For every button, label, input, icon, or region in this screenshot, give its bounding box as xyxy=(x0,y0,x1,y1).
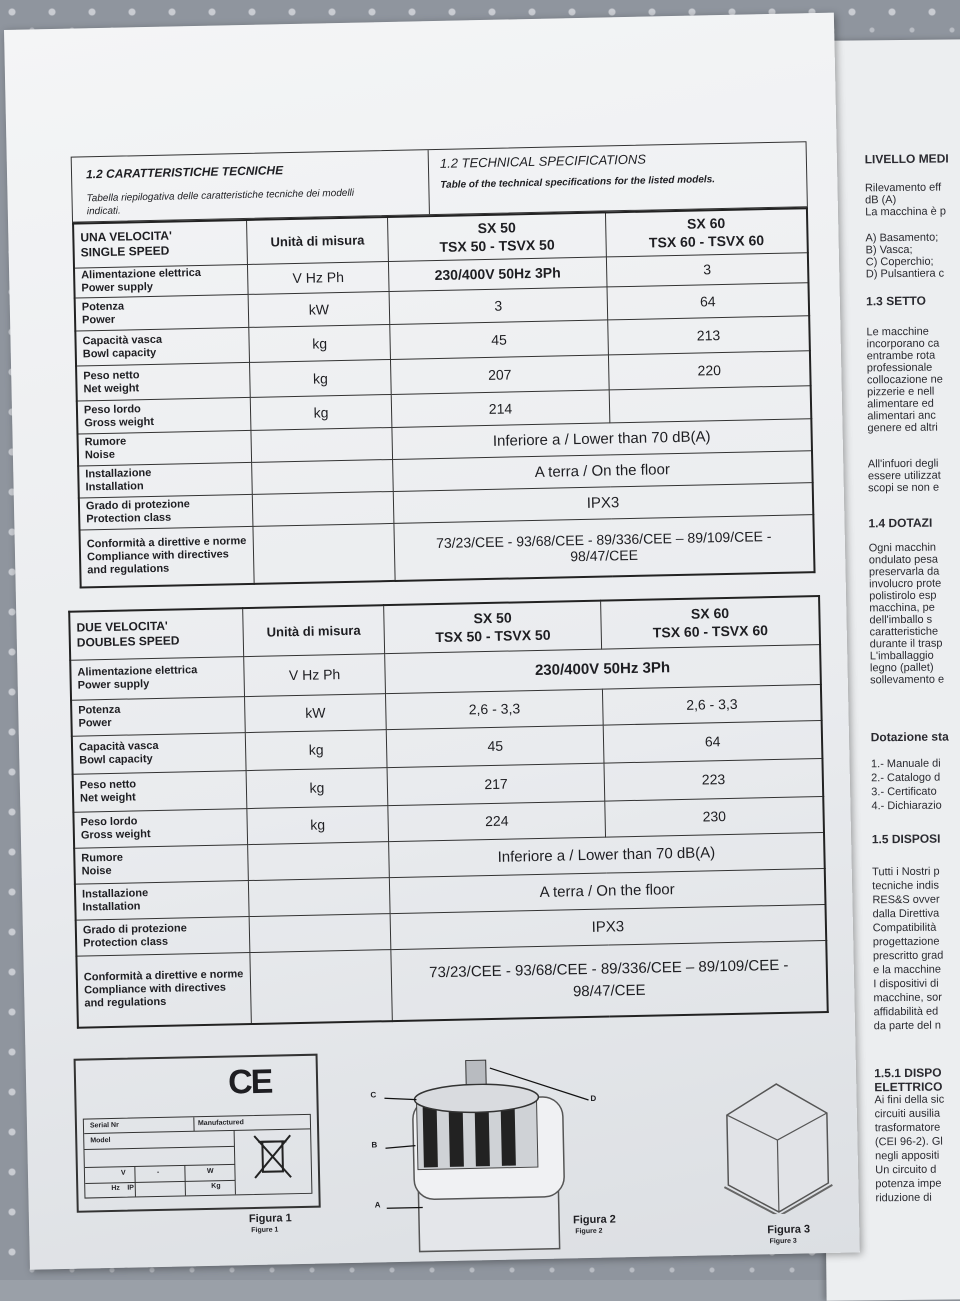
right-page-text-line: 3.- Certificato xyxy=(871,786,937,799)
right-page-text-line: tecniche indis xyxy=(872,880,939,893)
value-cell: 213 xyxy=(608,315,810,354)
label-it: Peso lordo xyxy=(80,813,240,829)
compliance-line: 98/47/CEE xyxy=(401,543,807,567)
right-page-text-line: macchine, sor xyxy=(873,992,942,1005)
double-speed-table xyxy=(68,595,829,1029)
rating-plate xyxy=(83,1114,313,1199)
ce-mark: CE xyxy=(228,1063,272,1103)
model-name: SX 50 xyxy=(390,607,595,629)
row-label xyxy=(79,526,254,588)
right-page-text-line: LIVELLO MEDI xyxy=(865,151,949,166)
header-divider xyxy=(428,150,430,214)
label-en: Installation xyxy=(85,478,245,494)
label-en: Noise xyxy=(85,446,245,462)
unit-cell: kW xyxy=(245,693,387,732)
unit-cell: kg xyxy=(250,394,392,430)
label-en: Net weight xyxy=(83,380,243,396)
section-title-en: 1.2 TECHNICAL SPECIFICATIONS xyxy=(440,152,646,171)
supply-value-cell: 230/400V 50Hz 3Ph xyxy=(388,256,606,291)
label-it: Peso lordo xyxy=(84,401,244,417)
label-c: C xyxy=(370,1090,376,1099)
right-page-text-line: progettazione xyxy=(873,936,940,949)
empty-unit-cell xyxy=(248,877,390,916)
row-label xyxy=(77,397,251,434)
right-page-text-line: L'imballaggio xyxy=(870,650,934,663)
right-page-text-line: involucro prote xyxy=(869,578,941,591)
row-label xyxy=(76,952,251,1028)
label-it: Grado di protezione xyxy=(86,497,246,513)
label-line: Conformità a direttive e norme xyxy=(87,535,247,551)
plate-serial: Serial Nr xyxy=(90,1122,119,1130)
row-label xyxy=(79,494,253,530)
value-cell: 3 xyxy=(389,286,608,324)
value-cell: 3 xyxy=(606,252,808,286)
right-page-text-line: alimentari anc xyxy=(867,410,936,423)
supply-value-cell: 230/400V 50Hz 3Ph xyxy=(385,644,821,693)
value-cell: 230 xyxy=(605,796,824,837)
label-en: Net weight xyxy=(80,789,240,805)
compliance-value-cell xyxy=(394,514,815,581)
right-page-text-line: 1.5.1 DISPO xyxy=(874,1066,942,1081)
right-page-text-line: C) Coperchio; xyxy=(866,256,934,269)
model-header-sx60 xyxy=(605,208,807,256)
label-line: and regulations xyxy=(87,561,247,577)
right-page-text-line: incorporano ca xyxy=(867,338,940,351)
right-page-text-line: caratteristiche xyxy=(870,626,939,639)
row-label xyxy=(73,770,247,812)
value-cell: 2,6 - 3,3 xyxy=(385,689,603,730)
right-page-text-line: pizzerie e nell xyxy=(867,386,934,399)
right-page-text-line: scopi se non e xyxy=(868,482,939,495)
label-b: B xyxy=(371,1140,377,1149)
model-name: SX 60 xyxy=(612,213,800,235)
label-it: Grado di protezione xyxy=(83,921,243,937)
right-page-text-line: potenza impe xyxy=(875,1178,941,1191)
right-page-text-line: prescritto grad xyxy=(873,950,943,963)
row-label xyxy=(74,844,248,884)
row-label xyxy=(77,430,251,466)
right-page-text-line: All'infuori degli xyxy=(868,458,939,471)
figure1-rating-plate xyxy=(74,1054,321,1213)
compliance-line: 73/23/CEE - 93/68/CEE - 89/336/CEE – 89/109/CEE - xyxy=(401,527,807,551)
label-line: Conformità a direttive e norme xyxy=(84,968,244,984)
unit-cell: kg xyxy=(246,767,388,808)
right-page-text-line: riduzione di xyxy=(875,1192,931,1205)
plate-dash: - xyxy=(157,1169,159,1176)
right-page-text-line: entrambe rota xyxy=(867,350,936,363)
right-page-text-line: trasformatore xyxy=(875,1122,941,1135)
value-cell: 214 xyxy=(391,389,610,427)
row-label xyxy=(75,327,249,366)
speed-header-en: DOUBLES SPEED xyxy=(77,633,237,651)
figure3-caption: Figura 3 xyxy=(767,1223,810,1236)
label-it: Potenza xyxy=(82,298,242,314)
figure3-caption-en: Figure 3 xyxy=(769,1238,796,1246)
speed-header xyxy=(69,608,243,660)
label-en: Power xyxy=(82,311,242,327)
right-page-text-line: A) Basamento; xyxy=(865,232,938,245)
label-it: Rumore xyxy=(81,849,241,865)
plate-manufactured: Manufactured xyxy=(198,1119,244,1127)
right-page-text-line: Rilevamento eff xyxy=(865,182,941,195)
label-en: Power supply xyxy=(81,279,241,295)
section-title-it: 1.2 CARATTERISTICHE TECNICHE xyxy=(86,163,283,181)
right-page-text-line: 1.5 DISPOSI xyxy=(872,832,941,847)
label-it: Alimentazione elettrica xyxy=(77,663,237,679)
right-page-text-line: Tutti i Nostri p xyxy=(872,866,940,879)
install-value-cell: A terra / On the floor xyxy=(393,450,813,491)
row-label xyxy=(74,264,248,298)
figure2-caption-en: Figure 2 xyxy=(575,1228,602,1236)
label-it: Rumore xyxy=(85,433,245,449)
label-d: D xyxy=(590,1094,596,1103)
single-speed-table xyxy=(72,207,816,588)
noise-value-cell: Inferiore a / Lower than 70 dB(A) xyxy=(389,832,825,877)
label-it: Capacità vasca xyxy=(82,332,242,348)
summary-en: Table of the technical specifications for the listed models. xyxy=(440,174,715,191)
value-cell: 64 xyxy=(603,720,822,763)
unit-cell: kg xyxy=(250,359,392,397)
figure3-package-drawing xyxy=(716,1073,839,1215)
weee-bin-icon xyxy=(252,1133,293,1180)
right-page-text-line: genere ed altri xyxy=(867,422,937,435)
model-name: SX 60 xyxy=(608,602,813,624)
right-page-text-line: dell'imballo s xyxy=(869,614,932,627)
right-page-text-line: professionale xyxy=(867,362,933,375)
row-label xyxy=(78,462,252,498)
value-cell: 207 xyxy=(390,354,609,394)
model-header-sx50 xyxy=(388,212,607,261)
right-page-text-line: polistirolo esp xyxy=(869,590,936,603)
row-label xyxy=(75,294,249,331)
plate-model: Model xyxy=(90,1137,110,1144)
empty-unit-cell xyxy=(249,913,391,952)
value-cell xyxy=(609,385,811,422)
compliance-line: 73/23/CEE - 93/68/CEE - 89/336/CEE – 89/109/CEE - xyxy=(398,954,820,985)
table-row xyxy=(76,940,827,1028)
label-line: Compliance with directives xyxy=(87,548,247,564)
plate-ip: IP xyxy=(127,1185,134,1192)
model-header-sx50 xyxy=(384,601,602,654)
plate-w: W xyxy=(207,1168,214,1175)
value-cell: 224 xyxy=(388,801,606,842)
figure1-caption: Figura 1 xyxy=(249,1212,292,1225)
row-label xyxy=(70,656,244,700)
unit-cell: kg xyxy=(247,805,389,844)
right-page-text-line: ELETTRICO xyxy=(874,1080,942,1095)
label-en: Bowl capacity xyxy=(79,751,239,767)
model-name: SX 50 xyxy=(394,217,599,239)
right-page-text-line: macchina, pe xyxy=(869,602,935,615)
model-variants: TSX 60 - TSVX 60 xyxy=(612,231,800,253)
right-page-text-line: essere utilizzat xyxy=(868,470,941,483)
label-line: Compliance with directives xyxy=(84,981,244,997)
right-page-text-line: dB (A) xyxy=(865,194,896,206)
label-en: Protection class xyxy=(86,510,246,526)
right-page-text-line: legno (pallet) xyxy=(870,662,934,675)
row-label xyxy=(71,696,245,736)
speed-header-it: DUE VELOCITA' xyxy=(76,618,236,636)
value-cell: 45 xyxy=(386,725,604,768)
speed-header xyxy=(73,220,247,268)
empty-unit-cell xyxy=(248,841,390,880)
figure2-caption: Figura 2 xyxy=(573,1213,616,1226)
plate-hz: Hz xyxy=(111,1185,120,1192)
right-page-text-line: Le macchine xyxy=(866,326,928,339)
label-en: Protection class xyxy=(83,934,243,950)
label-it: Potenza xyxy=(78,701,238,717)
plate-v: V xyxy=(121,1170,126,1177)
value-cell: 220 xyxy=(608,350,810,389)
label-en: Power xyxy=(78,714,238,730)
unit-cell: V Hz Ph xyxy=(247,261,389,294)
row-label xyxy=(76,916,250,956)
value-cell: 45 xyxy=(390,319,609,359)
row-label xyxy=(72,732,246,774)
right-page-text-line: durante il trasp xyxy=(870,638,943,651)
unit-cell: V Hz Ph xyxy=(244,653,386,696)
right-page-text-line: (CEI 96-2). Gl xyxy=(875,1136,943,1149)
unit-cell: kg xyxy=(245,729,387,770)
model-variants: TSX 60 - TSVX 60 xyxy=(608,620,813,642)
empty-unit-cell xyxy=(253,523,395,584)
label-it: Installazione xyxy=(85,465,245,481)
label-it: Installazione xyxy=(82,885,242,901)
label-line: and regulations xyxy=(84,994,244,1010)
right-page-text-line: B) Vasca; xyxy=(866,244,913,256)
label-en: Noise xyxy=(82,862,242,878)
value-cell: 217 xyxy=(387,763,605,806)
unit-header: Unità di misura xyxy=(243,605,385,656)
right-page-text-line: La macchina è p xyxy=(865,205,946,218)
right-page-text-line: D) Pulsantiera c xyxy=(866,268,944,281)
right-page-text-line: Dotazione sta xyxy=(871,729,949,744)
label-en: Gross weight xyxy=(81,826,241,842)
right-page-text-line: I dispositivi di xyxy=(873,978,939,991)
right-page-text-line: preservarla da xyxy=(869,566,939,579)
label-en: Bowl capacity xyxy=(83,345,243,361)
right-page-text-line: 1.3 SETTO xyxy=(866,294,926,309)
empty-unit-cell xyxy=(252,491,394,526)
noise-value-cell: Inferiore a / Lower than 70 dB(A) xyxy=(392,418,812,459)
summary-it-line2: indicati. xyxy=(87,206,121,218)
right-page-text-line: 2.- Catalogo d xyxy=(871,772,940,785)
figure1-caption-en: Figure 1 xyxy=(251,1227,278,1235)
right-page-text-line: alimentare ed xyxy=(867,398,934,411)
label-it: Capacità vasca xyxy=(79,738,239,754)
row-label xyxy=(76,362,250,401)
speed-header-en: SINGLE SPEED xyxy=(81,242,241,260)
empty-unit-cell xyxy=(251,427,393,462)
model-variants: TSX 50 - TSVX 50 xyxy=(394,235,599,257)
right-page-text-line: 4.- Dichiarazio xyxy=(871,800,941,813)
compliance-line: 98/47/CEE xyxy=(398,976,820,1007)
model-header-sx60 xyxy=(601,596,820,649)
right-page-text-line: RES&S ovver xyxy=(872,894,939,907)
value-cell: 64 xyxy=(607,282,809,319)
right-page-text-line: e la macchine xyxy=(873,964,941,977)
plate-kg: Kg xyxy=(211,1183,220,1190)
label-a: A xyxy=(375,1200,381,1209)
label-it: Peso netto xyxy=(80,776,240,792)
right-page-text-line: circuiti ausilia xyxy=(875,1108,941,1121)
summary-it-line1: Tabella riepilogativa delle caratteristiche tecniche dei modelli xyxy=(86,188,354,205)
label-en: Installation xyxy=(82,898,242,914)
right-page-text-line: collocazione ne xyxy=(867,374,943,387)
spec-page xyxy=(4,13,860,1270)
right-page-text-line: Un circuito d xyxy=(875,1164,936,1177)
right-page-text-line: Compatibilità xyxy=(873,922,937,935)
empty-unit-cell xyxy=(250,949,392,1024)
install-value-cell: A terra / On the floor xyxy=(389,868,825,913)
model-variants: TSX 50 - TSVX 50 xyxy=(391,625,596,647)
row-label xyxy=(73,808,247,848)
right-page-text-line: Ogni macchin xyxy=(869,542,936,555)
compliance-value-cell xyxy=(391,940,828,1021)
unit-cell: kg xyxy=(249,324,391,362)
right-page-text-line: 1.- Manuale di xyxy=(871,758,941,771)
unit-header: Unità di misura xyxy=(247,217,389,264)
row-label xyxy=(75,880,249,920)
right-page-text-line: negli appositi xyxy=(875,1150,939,1163)
right-page-text-line: affidabilità ed xyxy=(874,1006,939,1019)
right-page-text-line: da parte del n xyxy=(874,1020,941,1033)
label-en: Power supply xyxy=(78,676,238,692)
speed-header-it: UNA VELOCITA' xyxy=(80,227,240,245)
right-page-text-line: ondulato pesa xyxy=(869,554,938,567)
right-page-text-line: dalla Direttiva xyxy=(872,908,939,921)
empty-unit-cell xyxy=(252,459,394,494)
unit-cell: kW xyxy=(248,291,390,327)
right-page-text-line: 1.4 DOTAZI xyxy=(868,516,932,531)
right-page-text-line: sollevamento e xyxy=(870,674,944,687)
label-it: Peso netto xyxy=(83,367,243,383)
protection-value-cell: IPX3 xyxy=(390,904,826,949)
label-it: Alimentazione elettrica xyxy=(81,266,241,282)
value-cell: 223 xyxy=(604,758,823,801)
right-page-text-line: Ai fini della sic xyxy=(874,1094,944,1107)
protection-value-cell: IPX3 xyxy=(393,482,813,523)
label-en: Gross weight xyxy=(84,414,244,430)
value-cell: 2,6 - 3,3 xyxy=(603,684,822,725)
